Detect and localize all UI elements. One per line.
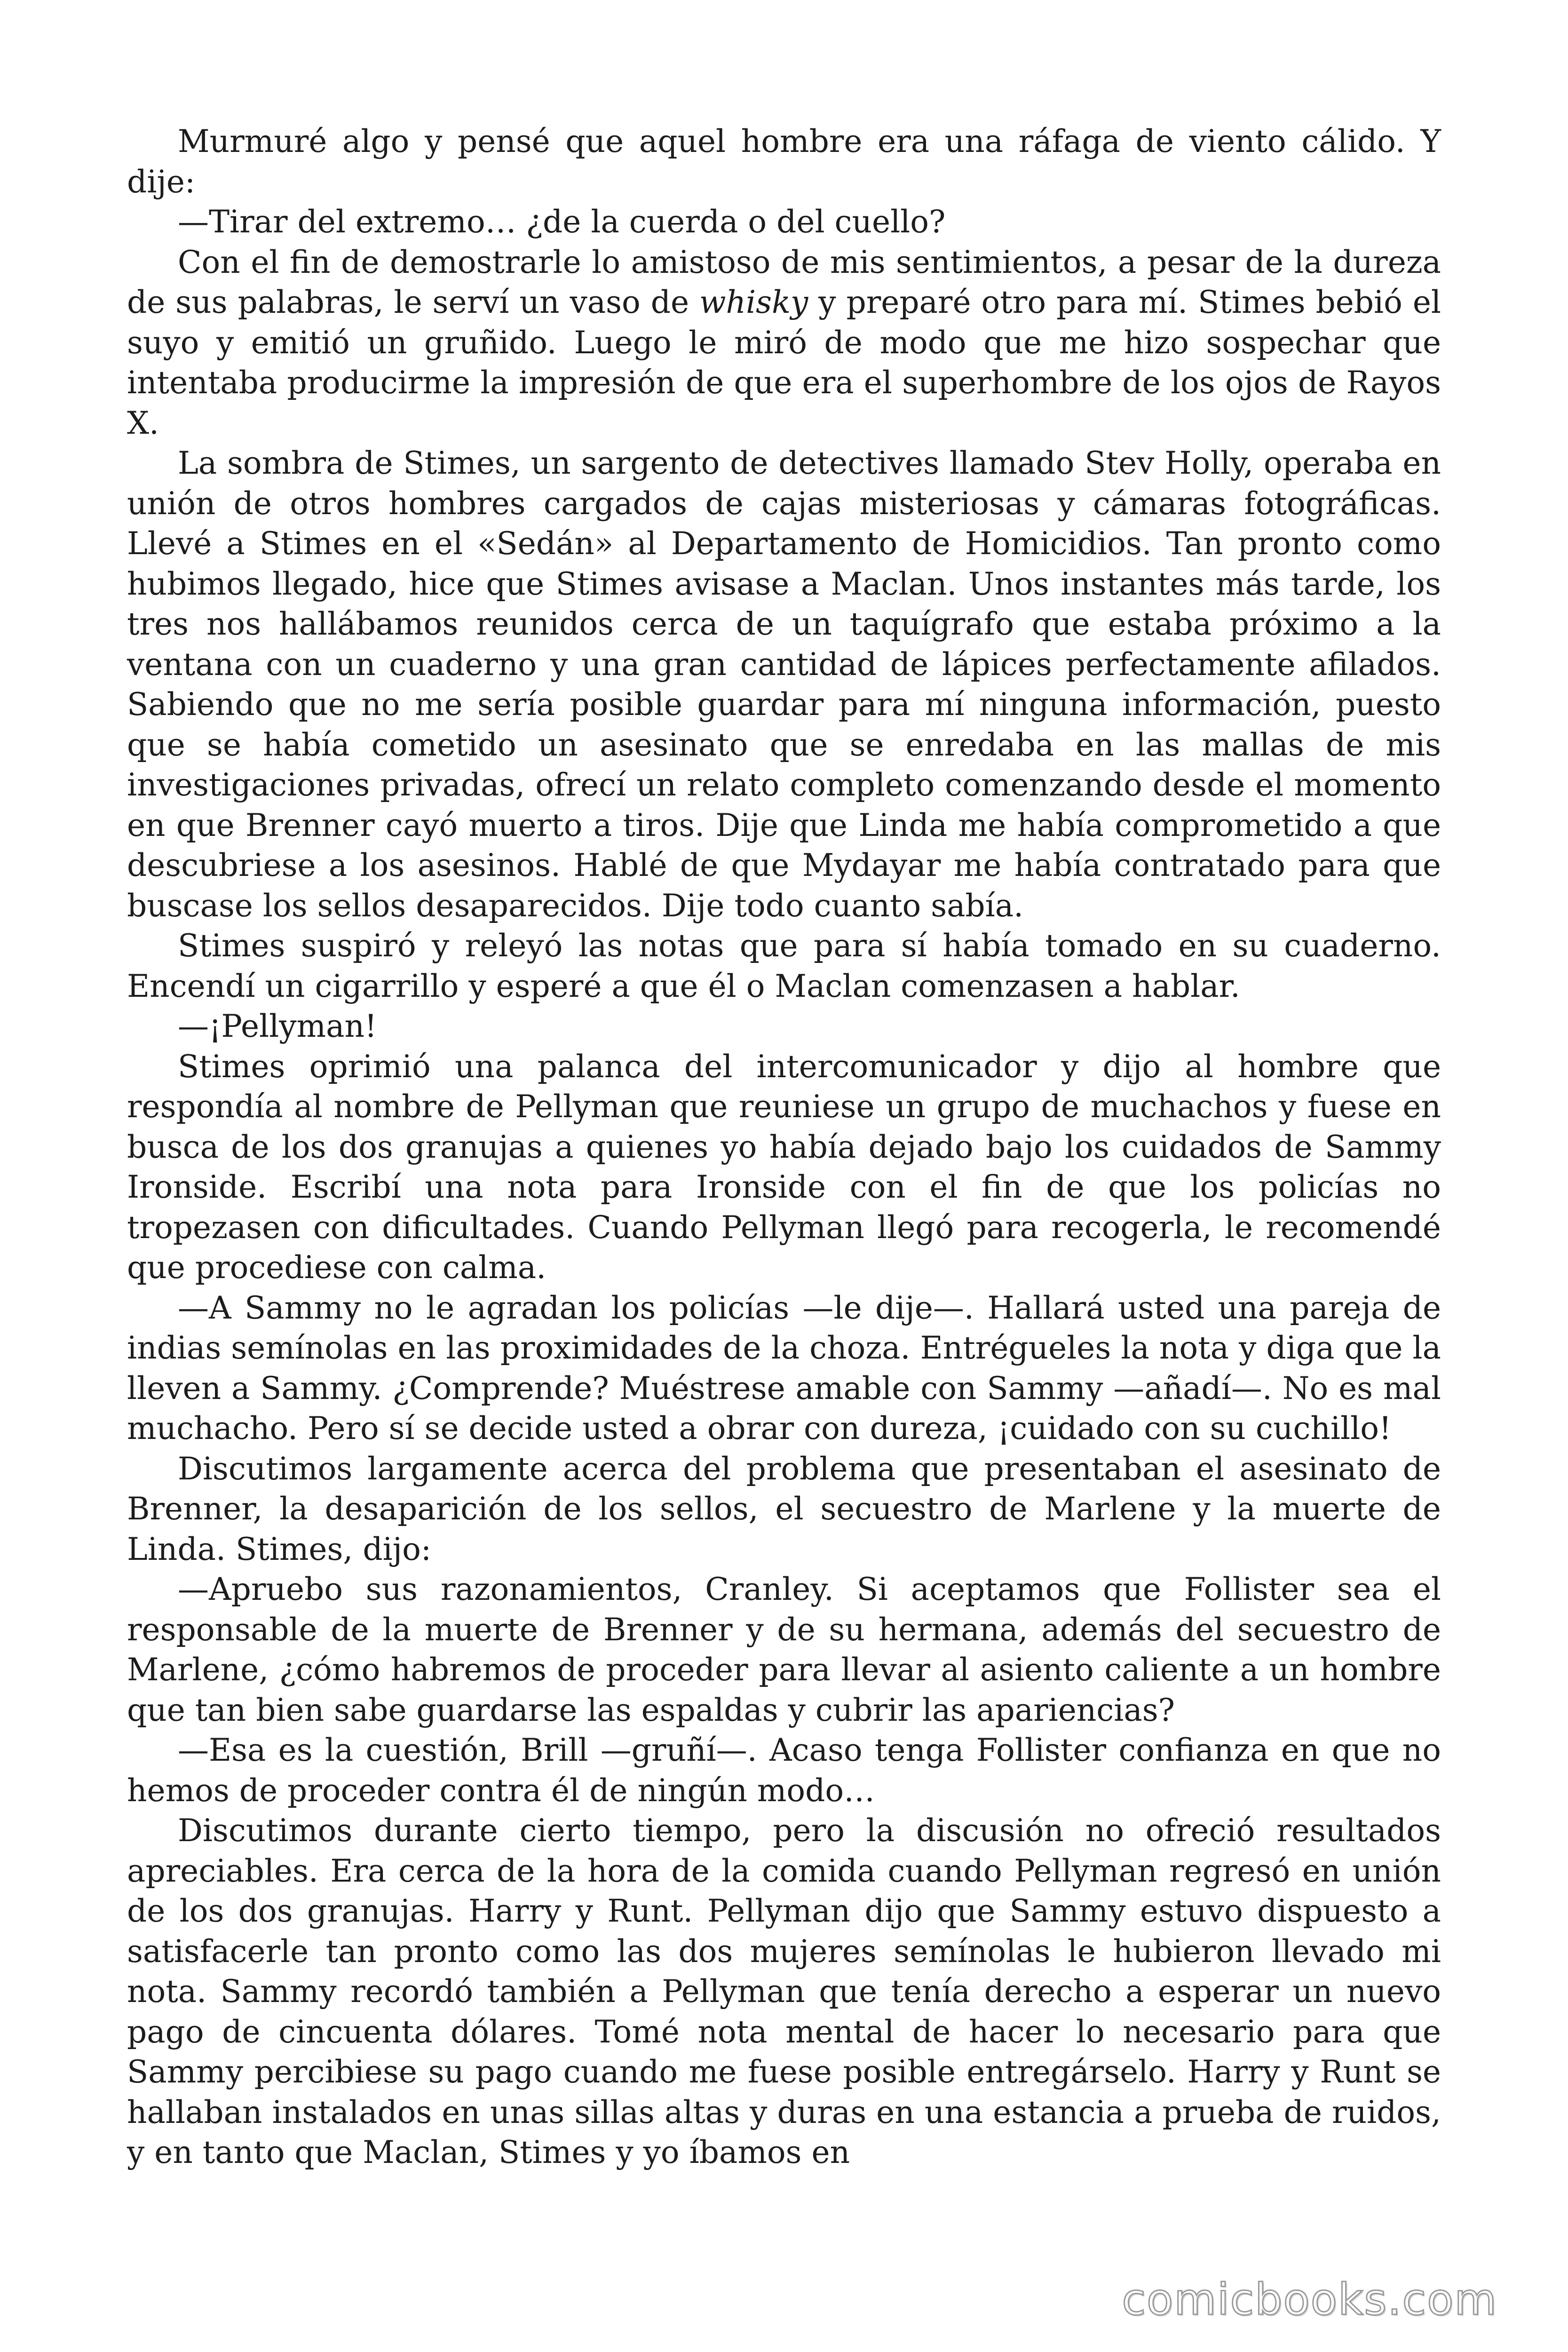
paragraph xyxy=(127,1730,1441,1811)
paragraph xyxy=(127,242,1441,444)
paragraph xyxy=(127,1288,1441,1449)
paragraph xyxy=(127,1006,1441,1047)
text-run: Con el fin de demostrarle lo amistoso de mis sentimientos, a pesar de la dureza de sus palabras, le serví un vaso de xyxy=(127,244,1441,320)
text-run: —Tirar del extremo… ¿de la cuerda o del cuello? xyxy=(178,204,946,240)
italic-text: whisky xyxy=(699,284,808,320)
text-run: —A Sammy no le agradan los policías —le dije—. Hallará usted una pareja de indias semínolas en las proximidades de la choza. Entrégueles la nota y diga que la lleven a Sammy. ¿Comprende? Muéstrese amable con Sammy —añadí—. No es mal muchacho. Pero sí se decide usted a obrar con dureza, ¡cuidado con su cuchillo! xyxy=(127,1289,1441,1446)
text-run: —Apruebo sus razonamientos, Cranley. Si aceptamos que Follister sea el responsable de la muerte de Brenner y de su hermana, además del secuestro de Marlene, ¿cómo habremos de proceder para llevar al asiento caliente a un hombre que tan bien sabe guardarse las espaldas y cubrir las apariencias? xyxy=(127,1571,1441,1728)
text-run: y preparé otro para mí. Stimes bebió el suyo y emitió un gruñido. Luego le miró de modo que me hizo sospechar que intentaba producirme la impresión de que era el superhombre de los ojos de Rayos X. xyxy=(127,284,1441,441)
book-page-text xyxy=(127,121,1441,2173)
paragraph xyxy=(127,926,1441,1006)
paragraph xyxy=(127,1047,1441,1288)
paragraph xyxy=(127,1811,1441,2173)
text-run: Murmuré algo y pensé que aquel hombre era una ráfaga de viento cálido. Y dije: xyxy=(127,123,1441,200)
site-watermark: comicbooks.com xyxy=(1122,2274,1497,2325)
paragraph xyxy=(127,202,1441,242)
text-run: Stimes oprimió una palanca del intercomunicador y dijo al hombre que respondía al nombre de Pellyman que reuniese un grupo de muchachos y fuese en busca de los dos granujas a quienes yo había dejado bajo los cuidados de Sammy Ironside. Escribí una nota para Ironside con el fin de que los policías no tropezasen con dificultades. Cuando Pellyman llegó para recogerla, le recomendé que procediese con calma. xyxy=(127,1048,1441,1286)
text-run: Discutimos durante cierto tiempo, pero la discusión no ofreció resultados apreciables. Era cerca de la hora de la comida cuando Pellyman regresó en unión de los dos granujas. Harry y Runt. Pellyman dijo que Sammy estuvo dispuesto a satisfacerle tan pronto como las dos mujeres semínolas le hubieron llevado mi nota. Sammy recordó también a Pellyman que tenía derecho a esperar un nuevo pago de cincuenta dólares. Tomé nota mental de hacer lo necesario para que Sammy percibiese su pago cuando me fuese posible entregárselo. Harry y Runt se hallaban instalados en unas sillas altas y duras en una estancia a prueba de ruidos, y en tanto que Maclan, Stimes y yo íbamos en xyxy=(127,1812,1441,2170)
text-run: Discutimos largamente acerca del problema que presentaban el asesinato de Brenner, la desaparición de los sellos, el secuestro de Marlene y la muerte de Linda. Stimes, dijo: xyxy=(127,1450,1441,1567)
text-run: —Esa es la cuestión, Brill —gruñí—. Acaso tenga Follister confianza en que no hemos de proceder contra él de ningún modo… xyxy=(127,1732,1441,1809)
text-run: Stimes suspiró y releyó las notas que para sí había tomado en su cuaderno. Encendí un cigarrillo y esperé a que él o Maclan comenzasen a hablar. xyxy=(127,928,1441,1004)
paragraph xyxy=(127,1449,1441,1570)
text-run: La sombra de Stimes, un sargento de detectives llamado Stev Holly, operaba en unión de otros hombres cargados de cajas misteriosas y cámaras fotográficas. Llevé a Stimes en el «Sedán» al Departamento de Homicidios. Tan pronto como hubimos llegado, hice que Stimes avisase a Maclan. Unos instantes más tarde, los tres nos hallábamos reunidos cerca de un taquígrafo que estaba próximo a la ventana con un cuaderno y una gran cantidad de lápices perfectamente afilados. Sabiendo que no me sería posible guardar para mí ninguna información, puesto que se había cometido un asesinato que se enredaba en las mallas de mis investigaciones privadas, ofrecí un relato completo comenzando desde el momento en que Brenner cayó muerto a tiros. Dije que Linda me había comprometido a que descubriese a los asesinos. Hablé de que Mydayar me había contratado para que buscase los sellos desaparecidos. Dije todo cuanto sabía. xyxy=(127,445,1441,924)
paragraph xyxy=(127,1569,1441,1730)
paragraph xyxy=(127,443,1441,926)
text-run: —¡Pellyman! xyxy=(178,1008,377,1044)
paragraph xyxy=(127,121,1441,202)
